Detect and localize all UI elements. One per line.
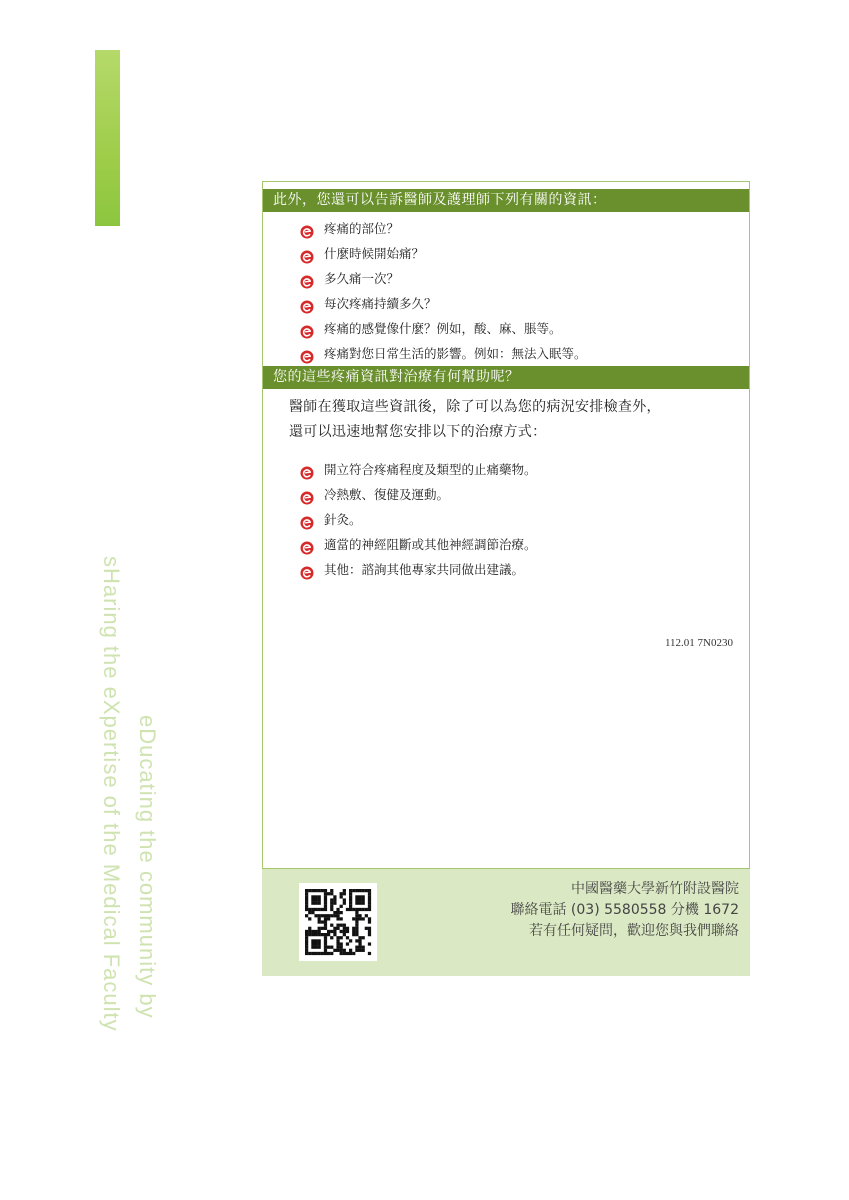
phone-number: 聯絡電話 (03) 5580558 分機 1672 [510, 902, 739, 918]
list-item [300, 507, 749, 532]
section-2-list [263, 445, 749, 582]
spiral-bullet-icon [300, 563, 314, 577]
list-item [300, 266, 749, 291]
list-item-text: 疼痛的部位？ [324, 221, 400, 236]
decorative-green-bar [95, 50, 120, 226]
list-item-text: 每次疼痛持續多久？ [324, 296, 437, 311]
list-item-text: 其他：諮詢其他專家共同做出建議。 [324, 562, 525, 577]
side-slogan-line-2: sHaring the eXpertise of the Medical Faculty [99, 556, 124, 1032]
footer [262, 869, 750, 976]
list-item [300, 457, 749, 482]
side-slogan-line-1: eDucating the community by [135, 715, 160, 1019]
list-item [300, 557, 749, 582]
spiral-bullet-icon [300, 488, 314, 502]
contact-info [510, 879, 739, 942]
spiral-bullet-icon [300, 272, 314, 286]
list-item-text: 適當的神經阻斷或其他神經調節治療。 [324, 537, 537, 552]
section-2-title: 您的這些疼痛資訊對治療有何幫助呢？ [263, 366, 749, 389]
section-2-paragraph [263, 389, 749, 445]
contact-note: 若有任何疑問，歡迎您與我們聯絡 [529, 923, 739, 939]
spiral-bullet-icon [300, 538, 314, 552]
spiral-bullet-icon [300, 463, 314, 477]
paragraph-line: 醫師在獲取這些資訊後，除了可以為您的病況安排檢查外， [289, 399, 661, 415]
list-item [300, 341, 749, 366]
info-card [262, 181, 750, 869]
spiral-bullet-icon [300, 513, 314, 527]
spiral-bullet-icon [300, 222, 314, 236]
list-item [300, 532, 749, 557]
hospital-name: 中國醫藥大學新竹附設醫院 [571, 881, 739, 897]
qr-code-icon [299, 883, 377, 961]
list-item [300, 482, 749, 507]
list-item [300, 316, 749, 341]
list-item [300, 241, 749, 266]
list-item-text: 冷熱敷、復健及運動。 [324, 487, 450, 502]
spiral-bullet-icon [300, 297, 314, 311]
spiral-bullet-icon [300, 322, 314, 336]
list-item [300, 291, 749, 316]
spiral-bullet-icon [300, 347, 314, 361]
document-code: 112.01 7N0230 [664, 637, 733, 649]
list-item-text: 疼痛對您日常生活的影響。例如：無法入眠等。 [324, 346, 587, 361]
list-item-text: 開立符合疼痛程度及類型的止痛藥物。 [324, 462, 537, 477]
spiral-bullet-icon [300, 247, 314, 261]
section-1-title: 此外，您還可以告訴醫師及護理師下列有關的資訊： [263, 189, 749, 212]
list-item [300, 216, 749, 241]
list-item-text: 多久痛一次？ [324, 271, 400, 286]
paragraph-line: 還可以迅速地幫您安排以下的治療方式： [289, 424, 547, 440]
section-1-list [263, 212, 749, 366]
list-item-text: 什麼時候開始痛？ [324, 246, 425, 261]
list-item-text: 疼痛的感覺像什麼？例如，酸、麻、脹等。 [324, 321, 562, 336]
list-item-text: 針灸。 [324, 512, 362, 527]
